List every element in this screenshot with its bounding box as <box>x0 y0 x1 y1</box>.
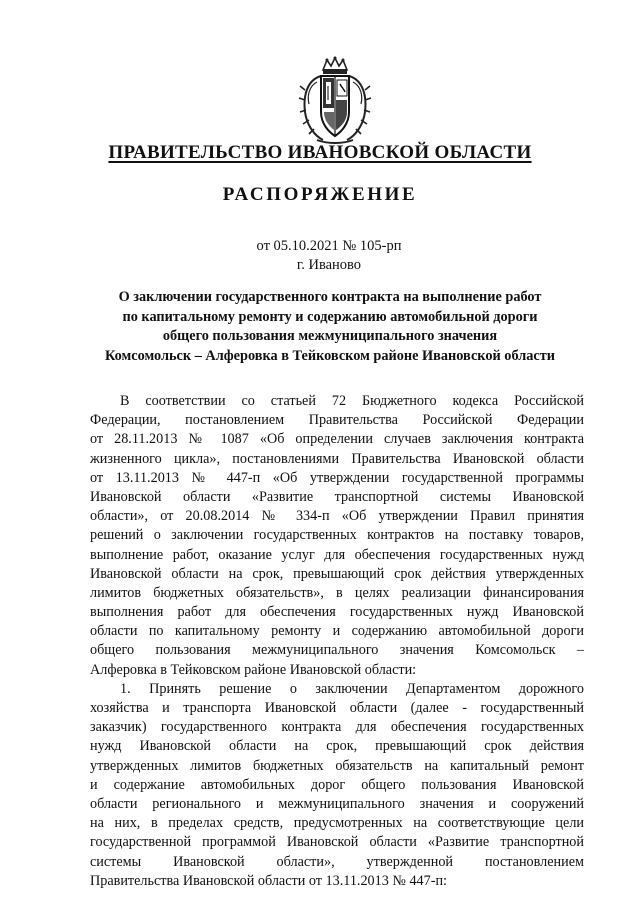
preamble-line: от 13.11.2013 № 447-п «Об утверждении государственной программы <box>90 469 584 486</box>
preamble-line: жизненного цикла», постановлениями Правительства Ивановской области <box>90 450 584 467</box>
subject-line: по капитальному ремонту и содержанию автомобильной дороги <box>122 308 538 325</box>
preamble-line: общего пользования межмуниципального значения Комсомольск – <box>90 642 584 659</box>
item-1-line: Правительства Ивановской области от 13.11.2013 № 447-п: <box>90 872 447 889</box>
document-type-heading: РАСПОРЯЖЕНИЕ <box>222 184 418 205</box>
preamble-line: Федерации, постановлением Правительства Российской Федерации <box>90 412 584 429</box>
preamble-line: области по капитальному ремонту и содержанию автомобильной дороги <box>90 623 584 640</box>
item-1-line: на них, в пределах средств, предусмотренных на соответствующие цели <box>90 815 584 832</box>
subject-line: Комсомольск – Алферовка в Тейковском районе Ивановской области <box>104 347 556 364</box>
document-body <box>90 392 584 891</box>
preamble-line: выполнения работ для обеспечения государственных нужд Ивановской <box>90 604 584 621</box>
item-1-line: хозяйства и транспорта Ивановской области (далее - государственный <box>90 700 584 716</box>
preamble-line: В соответствии со статьей 72 Бюджетного кодекса Российской <box>120 393 584 409</box>
item-1-line: государственной программой Ивановской области «Развитие транспортной <box>90 834 584 851</box>
subject-line: О заключении государственного контракта на выполнение работ <box>118 289 542 305</box>
preamble-line: выполнение работ, оказание услуг для обеспечения государственных нужд <box>90 546 584 563</box>
preamble-line: Ивановской области «Развитие транспортной системы Ивановской <box>90 488 584 505</box>
preamble-line: решений о заключении государственных контрактов на поставку товаров, <box>90 527 584 544</box>
preamble-line: лимитов бюджетных обязательств», в целях реализации финансирования <box>90 584 584 601</box>
preamble-line: от 28.11.2013 № 1087 «Об определении случаев заключения контракта <box>90 431 584 448</box>
subject-line: общего пользования межмуниципального значения <box>162 328 498 344</box>
item-1-line: и содержание автомобильных дорог общего пользования Ивановской <box>90 776 584 793</box>
organization-title: ПРАВИТЕЛЬСТВО ИВАНОВСКОЙ ОБЛАСТИ <box>108 142 532 163</box>
document-subject <box>80 288 580 366</box>
ivanovo-oblast-coat-of-arms-icon <box>297 56 373 146</box>
item-1-line: утвержденных лимитов бюджетных обязательств на капитальный ремонт <box>90 757 584 774</box>
document-city: г. Иваново <box>296 257 362 273</box>
preamble-line: Ивановской области на срок, превышающий срок действия утвержденных <box>90 565 584 582</box>
item-1-line: нужд Ивановской области на срок, превышающий срок действия <box>90 738 584 755</box>
item-1-line: 1. Принять решение о заключении Департаментом дорожного <box>120 680 584 697</box>
preamble-line: Алферовка в Тейковском районе Ивановской области: <box>90 661 417 678</box>
item-1-line: заказчик) государственного контракта для обеспечения государственных <box>90 719 584 736</box>
document-date-number: от 05.10.2021 № 105-рп <box>256 238 402 254</box>
item-1-line: системы Ивановской области», утвержденной постановлением <box>90 853 584 870</box>
preamble-line: области», от 20.08.2014 № 334-п «Об утверждении Правил принятия <box>90 508 584 525</box>
item-1-line: области регионального и межмуниципального значения и сооружений <box>90 795 584 812</box>
